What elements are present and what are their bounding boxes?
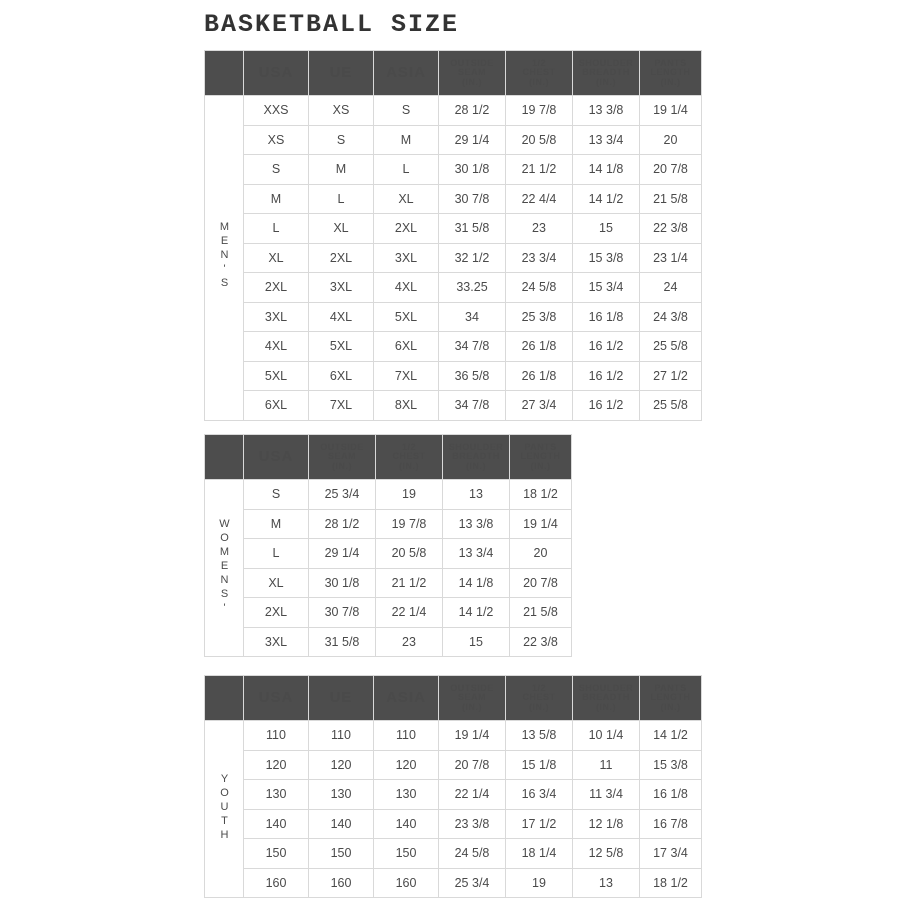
table-cell: 22 1/4	[376, 598, 443, 628]
table-cell: 15 3/8	[640, 750, 702, 780]
table-cell: 16 1/2	[573, 332, 640, 362]
table-cell: 150	[309, 839, 374, 869]
table-cell: XXS	[244, 96, 309, 126]
table-cell: 14 1/2	[573, 184, 640, 214]
table-cell: 28 1/2	[309, 509, 376, 539]
table-cell: 110	[309, 721, 374, 751]
table-cell: 30 7/8	[309, 598, 376, 628]
table-cell: 25 5/8	[640, 391, 702, 421]
table-cell: M	[374, 125, 439, 155]
table-cell: 22 3/8	[640, 214, 702, 244]
table-cell: 19 1/4	[510, 509, 572, 539]
column-header	[439, 676, 506, 721]
table-cell: 14 1/8	[443, 568, 510, 598]
table-cell: 30 1/8	[309, 568, 376, 598]
table-cell: 4XL	[244, 332, 309, 362]
table-cell: 130	[374, 780, 439, 810]
column-header-line1: OUTSIDE	[450, 682, 494, 693]
table-cell: 36 5/8	[439, 361, 506, 391]
column-header	[640, 51, 702, 96]
table-cell: 16 1/2	[573, 391, 640, 421]
column-header	[506, 51, 573, 96]
table-cell: 160	[244, 868, 309, 898]
table-cell: 120	[309, 750, 374, 780]
column-header	[510, 435, 572, 480]
table-row	[205, 780, 702, 810]
table-row	[205, 839, 702, 869]
table-cell: 20 7/8	[510, 568, 572, 598]
table-row	[205, 721, 702, 751]
table-cell: 23	[376, 627, 443, 657]
column-header-line1: 1/2	[401, 441, 416, 452]
table-cell: 120	[374, 750, 439, 780]
column-header-line1: SHOULDER	[578, 57, 634, 68]
table-cell: 24 5/8	[506, 273, 573, 303]
table-header-corner	[205, 435, 244, 480]
table-cell: 21 5/8	[510, 598, 572, 628]
table-group-label-text: WOMENS'	[218, 517, 231, 616]
table-cell: 16 3/4	[506, 780, 573, 810]
table-cell: 140	[374, 809, 439, 839]
table-cell: 2XL	[309, 243, 374, 273]
table-cell: 12 5/8	[573, 839, 640, 869]
table-cell: 20 5/8	[376, 539, 443, 569]
table-cell: 2XL	[374, 214, 439, 244]
table-cell: 19 7/8	[506, 96, 573, 126]
table-cell: S	[309, 125, 374, 155]
table-cell: 14 1/8	[573, 155, 640, 185]
table-cell: 3XL	[244, 302, 309, 332]
column-header	[506, 676, 573, 721]
table-row	[205, 509, 572, 539]
table-cell: 25 3/8	[506, 302, 573, 332]
table-cell: 8XL	[374, 391, 439, 421]
column-header-unit: (IN.)	[462, 76, 482, 87]
table-header-row	[205, 51, 702, 96]
table-cell: 6XL	[374, 332, 439, 362]
table-row	[205, 361, 702, 391]
column-header-unit: (IN.)	[596, 701, 616, 712]
table-cell: S	[374, 96, 439, 126]
table-cell: 2XL	[244, 598, 309, 628]
table-cell: 16 1/8	[640, 780, 702, 810]
table-group-label	[205, 480, 244, 657]
table-cell: 20 7/8	[439, 750, 506, 780]
table-cell: M	[244, 184, 309, 214]
table-cell: 7XL	[374, 361, 439, 391]
column-header-line1: 1/2	[531, 682, 546, 693]
column-header-unit: (IN.)	[530, 460, 551, 471]
table-cell: 18 1/4	[506, 839, 573, 869]
table-cell: 24 3/8	[640, 302, 702, 332]
table-cell: 33.25	[439, 273, 506, 303]
table-cell: 11 3/4	[573, 780, 640, 810]
table-group-label-text: MEN'S	[218, 221, 231, 292]
column-header-unit: (IN.)	[529, 76, 549, 87]
column-header: UE	[309, 676, 374, 721]
table-cell: 14 1/2	[443, 598, 510, 628]
table-cell: 11	[573, 750, 640, 780]
table-cell: 34 7/8	[439, 332, 506, 362]
column-header: ASIA	[374, 51, 439, 96]
column-header-line2: CHEST	[522, 692, 556, 703]
table-cell: XL	[309, 214, 374, 244]
table-cell: 13	[573, 868, 640, 898]
table-cell: 3XL	[374, 243, 439, 273]
table-cell: 19	[506, 868, 573, 898]
table-header-corner	[205, 676, 244, 721]
table-cell: 15	[443, 627, 510, 657]
table-cell: 15 1/8	[506, 750, 573, 780]
youth-size-table	[204, 675, 702, 898]
table-cell: 120	[244, 750, 309, 780]
column-header-unit: (IN.)	[660, 701, 681, 712]
table-cell: 23 1/4	[640, 243, 702, 273]
womens-size-table	[204, 434, 572, 657]
table-cell: 16 1/2	[573, 361, 640, 391]
table-cell: 19 7/8	[376, 509, 443, 539]
table-cell: 18 1/2	[640, 868, 702, 898]
table-cell: XL	[244, 243, 309, 273]
table-cell: 34	[439, 302, 506, 332]
column-header-line2: LENGTH	[520, 451, 561, 462]
table-row	[205, 302, 702, 332]
table-cell: 110	[374, 721, 439, 751]
table-group-label-text: YOUTH	[218, 772, 231, 843]
table-cell: 5XL	[244, 361, 309, 391]
table-row	[205, 598, 572, 628]
column-header-unit: (IN.)	[660, 76, 681, 87]
table-cell: 20 7/8	[640, 155, 702, 185]
table-cell: 23 3/4	[506, 243, 573, 273]
table-row	[205, 750, 702, 780]
column-header	[443, 435, 510, 480]
table-cell: 20	[510, 539, 572, 569]
table-cell: 160	[309, 868, 374, 898]
table-cell: 12 1/8	[573, 809, 640, 839]
table-cell: 21 1/2	[376, 568, 443, 598]
table-cell: 5XL	[309, 332, 374, 362]
table-row	[205, 243, 702, 273]
table-cell: XS	[244, 125, 309, 155]
table-cell: 27 1/2	[640, 361, 702, 391]
table-cell: 29 1/4	[309, 539, 376, 569]
column-header-unit: (IN.)	[466, 460, 486, 471]
table-cell: 17 1/2	[506, 809, 573, 839]
table-row	[205, 214, 702, 244]
column-header-line2: BREADTH	[582, 692, 630, 703]
table-cell: 14 1/2	[640, 721, 702, 751]
table-group-label	[205, 96, 244, 421]
column-header-line2: CHEST	[522, 67, 556, 78]
table-cell: 22 4/4	[506, 184, 573, 214]
table-cell: 7XL	[309, 391, 374, 421]
table-cell: 31 5/8	[439, 214, 506, 244]
table-cell: 13 3/8	[443, 509, 510, 539]
table-group-label	[205, 721, 244, 898]
column-header-line2: BREADTH	[582, 67, 630, 78]
column-header: UE	[309, 51, 374, 96]
table-row	[205, 273, 702, 303]
table-cell: 20 5/8	[506, 125, 573, 155]
table-cell: M	[244, 509, 309, 539]
table-cell: 19 1/4	[439, 721, 506, 751]
column-header	[573, 51, 640, 96]
table-cell: 26 1/8	[506, 332, 573, 362]
table-cell: 130	[309, 780, 374, 810]
table-cell: 21 1/2	[506, 155, 573, 185]
table-cell: 15 3/4	[573, 273, 640, 303]
column-header-line2: BREADTH	[452, 451, 500, 462]
table-cell: 13 5/8	[506, 721, 573, 751]
table-cell: XL	[374, 184, 439, 214]
table-cell: 5XL	[374, 302, 439, 332]
table-cell: 3XL	[244, 627, 309, 657]
table-cell: 28 1/2	[439, 96, 506, 126]
table-cell: 130	[244, 780, 309, 810]
table-cell: 19	[376, 480, 443, 510]
table-cell: 18 1/2	[510, 480, 572, 510]
column-header-line1: PANTS	[654, 682, 687, 693]
youth-size-table-wrapper	[204, 675, 702, 898]
page-title: BASKETBALL SIZE	[204, 10, 460, 39]
column-header	[376, 435, 443, 480]
column-header-line1: SHOULDER	[448, 441, 504, 452]
table-cell: 13 3/4	[573, 125, 640, 155]
column-header-line1: SHOULDER	[578, 682, 634, 693]
table-row	[205, 868, 702, 898]
column-header	[573, 676, 640, 721]
table-cell: M	[309, 155, 374, 185]
table-row	[205, 809, 702, 839]
table-cell: 30 7/8	[439, 184, 506, 214]
table-cell: 34 7/8	[439, 391, 506, 421]
table-cell: XL	[244, 568, 309, 598]
column-header-unit: (IN.)	[332, 460, 352, 471]
table-cell: 25 3/4	[309, 480, 376, 510]
column-header-unit: (IN.)	[399, 460, 419, 471]
column-header-line1: 1/2	[531, 57, 546, 68]
table-cell: S	[244, 155, 309, 185]
table-cell: XS	[309, 96, 374, 126]
table-header-row	[205, 435, 572, 480]
table-cell: L	[374, 155, 439, 185]
table-cell: 150	[244, 839, 309, 869]
column-header-line2: SEAM	[457, 692, 486, 703]
womens-size-table-wrapper	[204, 434, 572, 657]
mens-size-table-wrapper	[204, 50, 702, 421]
table-cell: 24 5/8	[439, 839, 506, 869]
table-cell: 140	[309, 809, 374, 839]
table-cell: 6XL	[309, 361, 374, 391]
table-row	[205, 539, 572, 569]
table-cell: 13 3/4	[443, 539, 510, 569]
column-header-unit: (IN.)	[462, 701, 482, 712]
table-cell: 4XL	[309, 302, 374, 332]
column-header-line2: CHEST	[392, 451, 426, 462]
table-cell: L	[244, 214, 309, 244]
table-row	[205, 627, 572, 657]
column-header	[640, 676, 702, 721]
table-cell: 13 3/8	[573, 96, 640, 126]
table-cell: 29 1/4	[439, 125, 506, 155]
column-header-line2: LENGTH	[650, 692, 691, 703]
table-cell: 22 1/4	[439, 780, 506, 810]
table-header-row	[205, 676, 702, 721]
table-cell: L	[244, 539, 309, 569]
table-cell: 19 1/4	[640, 96, 702, 126]
table-cell: 20	[640, 125, 702, 155]
table-cell: 15 3/8	[573, 243, 640, 273]
table-cell: 4XL	[374, 273, 439, 303]
table-row	[205, 184, 702, 214]
table-cell: S	[244, 480, 309, 510]
table-cell: 23 3/8	[439, 809, 506, 839]
column-header-line1: PANTS	[654, 57, 687, 68]
table-cell: 21 5/8	[640, 184, 702, 214]
table-cell: 24	[640, 273, 702, 303]
table-cell: 32 1/2	[439, 243, 506, 273]
column-header	[439, 51, 506, 96]
table-cell: 23	[506, 214, 573, 244]
table-cell: 25 3/4	[439, 868, 506, 898]
table-row	[205, 480, 572, 510]
table-cell: 2XL	[244, 273, 309, 303]
column-header: USA	[244, 435, 309, 480]
table-cell: 16 1/8	[573, 302, 640, 332]
column-header-line1: OUTSIDE	[450, 57, 494, 68]
table-row	[205, 568, 572, 598]
table-cell: 17 3/4	[640, 839, 702, 869]
column-header: USA	[244, 51, 309, 96]
table-cell: 6XL	[244, 391, 309, 421]
table-cell: 22 3/8	[510, 627, 572, 657]
table-cell: 26 1/8	[506, 361, 573, 391]
mens-size-table	[204, 50, 702, 421]
column-header-unit: (IN.)	[529, 701, 549, 712]
table-cell: 3XL	[309, 273, 374, 303]
column-header	[309, 435, 376, 480]
column-header-line2: SEAM	[457, 67, 486, 78]
table-cell: 30 1/8	[439, 155, 506, 185]
table-cell: 140	[244, 809, 309, 839]
table-cell: 150	[374, 839, 439, 869]
table-cell: 31 5/8	[309, 627, 376, 657]
column-header-line2: LENGTH	[650, 67, 691, 78]
table-row	[205, 391, 702, 421]
table-cell: 25 5/8	[640, 332, 702, 362]
column-header: USA	[244, 676, 309, 721]
table-cell: L	[309, 184, 374, 214]
table-cell: 27 3/4	[506, 391, 573, 421]
table-row	[205, 332, 702, 362]
column-header-line1: OUTSIDE	[320, 441, 364, 452]
table-header-corner	[205, 51, 244, 96]
table-cell: 16 7/8	[640, 809, 702, 839]
table-cell: 10 1/4	[573, 721, 640, 751]
table-cell: 160	[374, 868, 439, 898]
column-header: ASIA	[374, 676, 439, 721]
column-header-unit: (IN.)	[596, 76, 616, 87]
table-row	[205, 125, 702, 155]
table-row	[205, 155, 702, 185]
table-cell: 110	[244, 721, 309, 751]
column-header-line1: PANTS	[524, 441, 557, 452]
table-cell: 13	[443, 480, 510, 510]
table-cell: 15	[573, 214, 640, 244]
column-header-line2: SEAM	[327, 451, 356, 462]
table-row	[205, 96, 702, 126]
